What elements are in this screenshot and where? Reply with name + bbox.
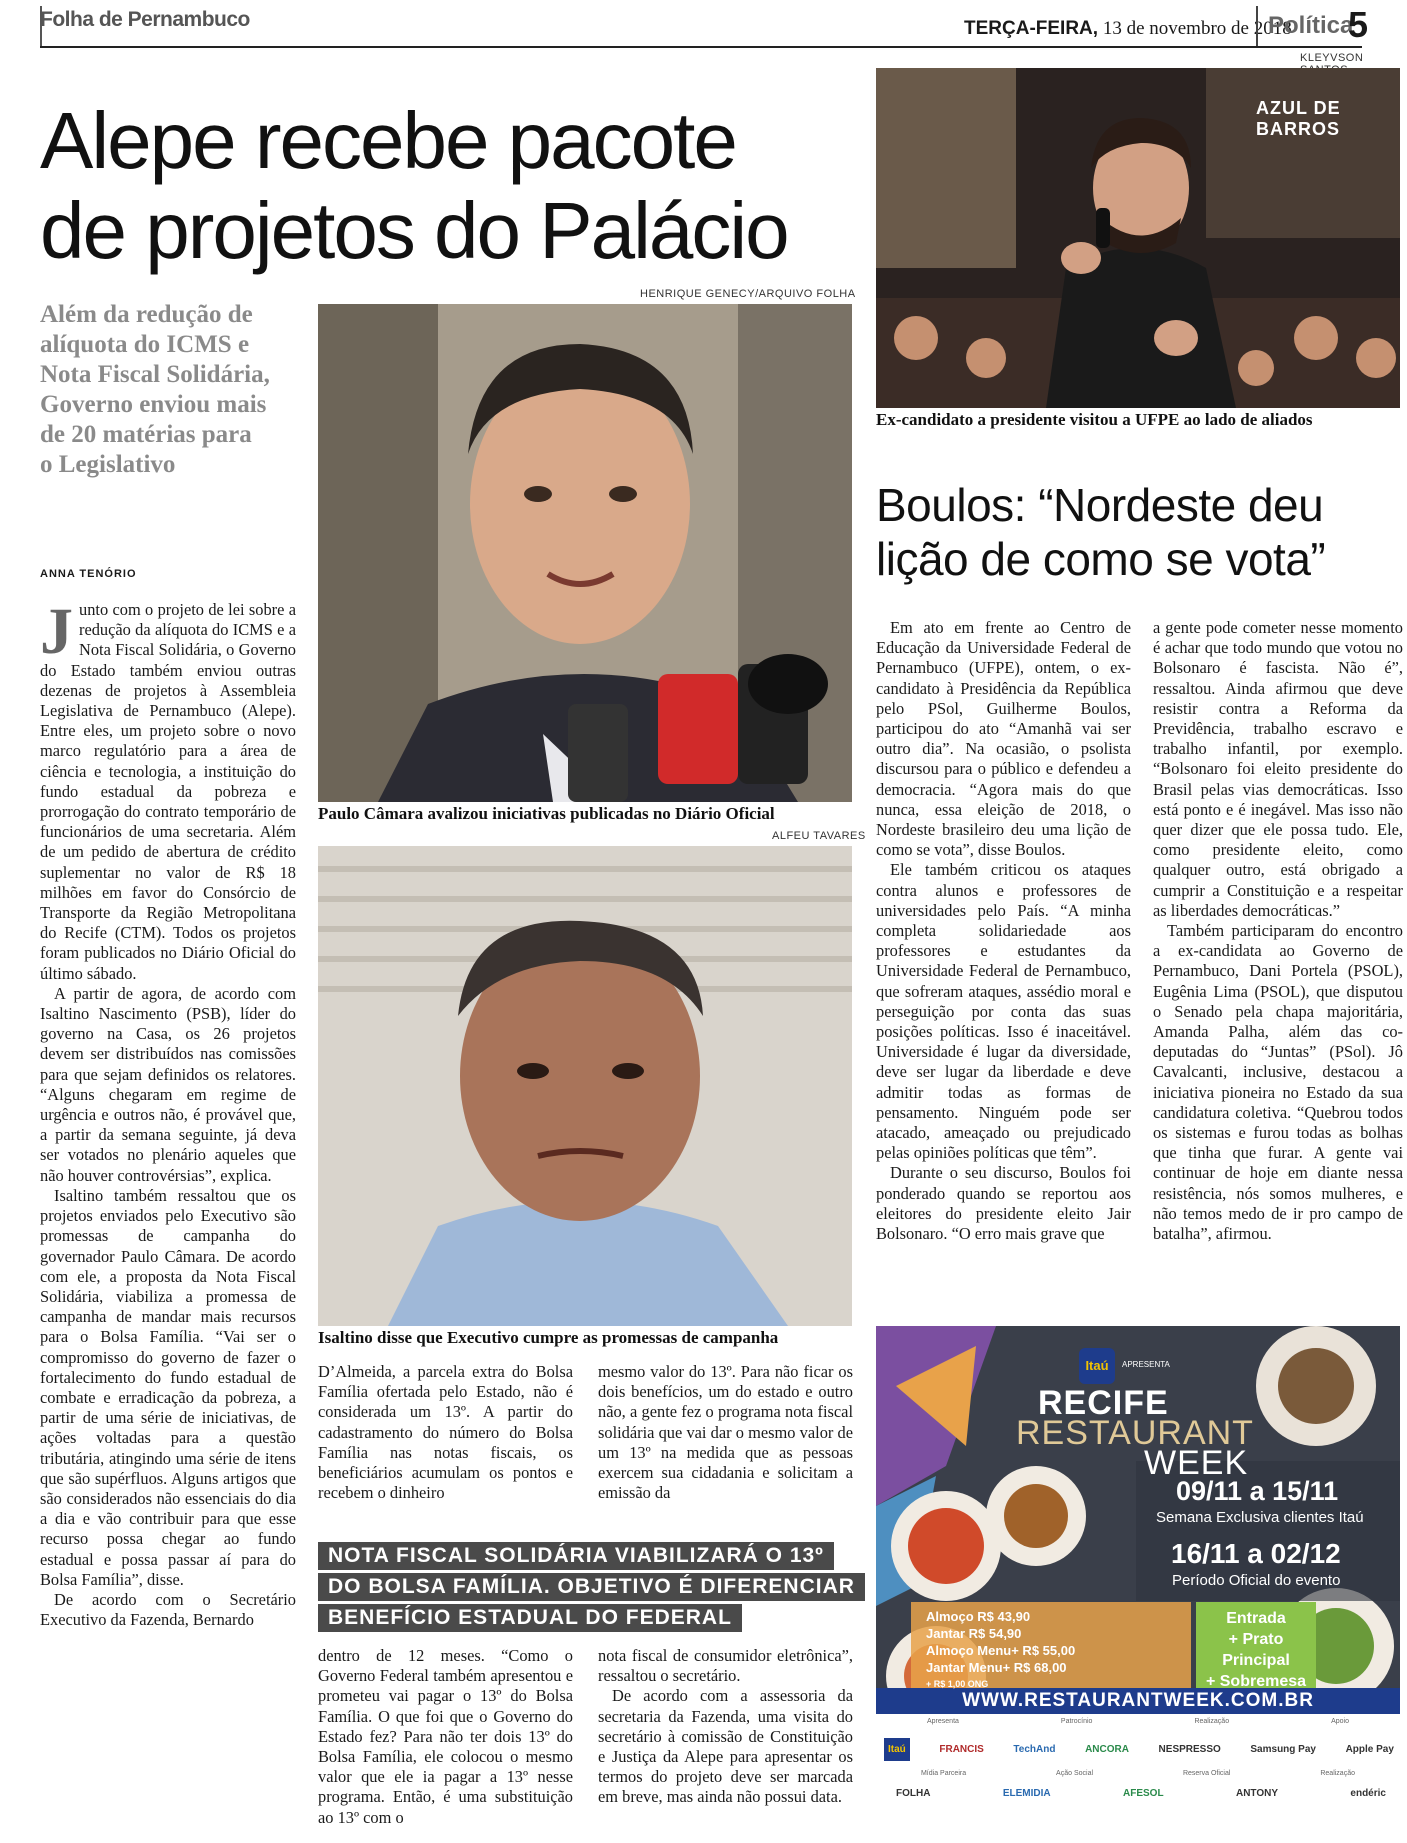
boulos-col2-p2: Também participaram do encontro a ex-candidata ao Governo de Pernambuco, Dani Portela (PSOL), Eugênia Lima (PSOL), que disputou o Senado pela chapa majoritária, Amanda Palha, além das co-deputadas do “Juntas” (PSol). Jô Cavalcanti, inclusive, destacou a iniciativa pioneira no Estado da sua candidatura coletiva. “Quebrou todos os sistemas e furou todas as bolhas que tinha que furar. A gente vai continuar de hoje em diante nessa resistência, nós somos mulheres, e não temos medo de ir pro campo de batalha”, afirmou. xyxy=(1153,921,1403,1244)
ad-menu-2: + Prato xyxy=(1228,1631,1284,1648)
main-col3-top-text: mesmo valor do 13º. Para não ficar os dois benefícios, um do estado e outro não, a gente fez o programa nota fiscal solidária que vai dar o mesmo valor de um 13º na medida que as pessoas exercem sua cidadania e solicitam a emissão da xyxy=(598,1362,853,1503)
main-paragraph-1 xyxy=(40,600,296,984)
header-rule xyxy=(40,46,1362,48)
ad-menu-1: Entrada xyxy=(1226,1610,1286,1627)
photo1-credit: HENRIQUE GENECY/ARQUIVO FOLHA xyxy=(640,288,856,300)
pullquote-box xyxy=(318,1542,853,1635)
sponsor-techand-logo: TechAnd xyxy=(1013,1744,1056,1755)
photo1-caption: Paulo Câmara avalizou iniciativas publicadas no Diário Oficial xyxy=(318,804,775,823)
sponsor-nespresso-logo: NESPRESSO xyxy=(1158,1744,1221,1755)
sponsor-label-8: Realização xyxy=(1320,1770,1355,1777)
pullquote-line2: DO BOLSA FAMÍLIA. OBJETIVO É DIFERENCIAR xyxy=(318,1573,865,1601)
main-headline xyxy=(40,96,870,276)
photo-paulo-camara-illustration xyxy=(318,304,852,802)
main-column-2-top xyxy=(318,1362,573,1503)
photo2-caption: Isaltino disse que Executivo cumpre as promessas de campanha xyxy=(318,1328,779,1347)
sponsor-antony-logo: ANTONY xyxy=(1235,1788,1279,1799)
boulos-photo-sign: AZUL DE BARROS xyxy=(1256,98,1341,139)
sponsor-enderic-logo: endéric xyxy=(1350,1788,1386,1799)
photo2-credit: ALFEU TAVARES xyxy=(772,830,866,842)
ad-url-link[interactable]: WWW.RESTAURANTWEEK.COM.BR xyxy=(962,1690,1314,1711)
sponsor-label-1: Apresenta xyxy=(927,1718,959,1725)
ad-title-week: WEEK xyxy=(1144,1444,1249,1482)
main-paragraph-4: De acordo com o Secretário Executivo da Fazenda, Bernardo xyxy=(40,1589,296,1630)
sponsor-elemidia-logo: ELEMIDIA xyxy=(1002,1788,1051,1799)
boulos-col1-p3: Durante o seu discurso, Boulos foi ponderado quando se reportou aos eleitores do presidente eleito Jair Bolsonaro. “O erro mais grave que xyxy=(876,1163,1131,1244)
boulos-column-1 xyxy=(876,618,1131,1244)
page-number: 5 xyxy=(1348,4,1369,45)
ad-menu-3: Principal xyxy=(1222,1652,1290,1669)
sponsor-label-7: Reserva Oficial xyxy=(1182,1770,1231,1777)
ad-dates-1-sub: Semana Exclusiva clientes Itaú xyxy=(1156,1509,1364,1526)
ad-title-recife: RECIFE xyxy=(1038,1384,1169,1422)
ad-dates-2: 16/11 a 02/12 xyxy=(1171,1538,1341,1569)
ad-price-1: Almoço R$ 43,90 xyxy=(926,1609,1031,1624)
main-col3-bottom-p1: nota fiscal de consumidor eletrônica”, ressaltou o secretário. xyxy=(598,1646,853,1686)
ad-price-5: + R$ 1,00 ONG xyxy=(926,1679,989,1689)
section-name: Política xyxy=(1256,6,1336,46)
sponsor-samsungpay-logo: Samsung Pay xyxy=(1250,1744,1316,1755)
ad-price-3: Almoço Menu+ R$ 55,00 xyxy=(926,1643,1076,1658)
boulos-col1-p2: Ele também criticou os ataques contra alunos e professores de universidades pelo País. “A minha completa solidariedade aos professores e estudantes da Universidade Federal de Pernambuco, que sofreram ataques, assédio moral e perseguição por conta das suas posições políticas. Isso é inaceitável. Universidade é lugar da diversidade, deve ser lugar da liberdade e deve admitir todas as formas de pensamento. Ninguém pode ser atacado, ameaçado ou prejudicado pelas opiniões políticas que têm”. xyxy=(876,860,1131,1163)
main-headline-line1: Alepe recebe pacote xyxy=(40,96,736,185)
boulos-headline xyxy=(876,478,1396,586)
itau-logo: Itaú xyxy=(1079,1348,1115,1384)
sponsor-folha-logo: FOLHA xyxy=(896,1788,931,1799)
photo-boulos xyxy=(876,68,1400,408)
boulos-caption: Ex-candidato a presidente visitou a UFPE ao lado de aliados xyxy=(876,410,1313,429)
ad-menu xyxy=(1196,1608,1316,1692)
main-column-3-top xyxy=(598,1362,853,1503)
boulos-photo-credit: KLEYVSON xyxy=(1300,52,1364,64)
main-paragraph-1-text: unto com o projeto de lei sobre a redução da alíquota do ICMS e a Nota Fiscal Solidária, o Governo do Estado também enviou outras dezenas de projetos à Assembleia Legislativa de Pernambuco (Alepe). Entre eles, um projeto sobre o novo marco regulatório para a área de ciência e tecnologia, a instituição do fundo estadual da pobreza e prorrogação do contrato temporário de funcionários de uma secretaria. Além de um pedido de abertura de crédito suplementar no valor de R$ 18 milhões em favor do Consórcio de Transporte da Região Metropolitana do Recife (CTM). Todos os projetos foram publicados no Diário Oficial do último sábado. xyxy=(40,600,296,983)
main-col2-top-text: D’Almeida, a parcela extra do Bolsa Família ofertada pelo Estado, não é considerada um 13º. A partir do cadastramento do número do Bolsa Família nas notas fiscais, os beneficiários acumulam os pontos e recebem o dinheiro xyxy=(318,1362,573,1503)
sponsor-applepay-logo: Apple Pay xyxy=(1345,1744,1394,1755)
main-col2-bottom-text: dentro de 12 meses. “Como o Governo Federal também apresentou e prometeu vai pagar o 13º do Bolsa Família. O que foi que o Governo do Estado fez? Para não ter dois 13º do Bolsa Família, ele colocou o mesmo valor que ele ia pagar a 13º nesse programa. Então, é uma substituição ao 13º com o xyxy=(318,1646,573,1827)
main-column-1 xyxy=(40,600,296,1840)
ad-dates-1: 09/11 a 15/11 xyxy=(1176,1476,1339,1506)
main-paragraph-2: A partir de agora, de acordo com Isaltino Nascimento (PSB), líder do governo na Casa, os 26 projetos devem ser distribuídos nas comissões para que sejam definidos os relatores. “Alguns chegaram em regime de urgência e outros não, é provável que, a partir da semana seguinte, já deva ser votados no plenário aqueles que não houver controvérsias”, explica. xyxy=(40,983,296,1185)
sponsor-label-6: Ação Social xyxy=(1056,1770,1094,1777)
ad-price-2: Jantar R$ 54,90 xyxy=(926,1626,1022,1641)
boulos-col1-p1: Em ato em frente ao Centro de Educação da Universidade Federal de Pernambuco (UFPE), ontem, o ex-candidato à Presidência da República pelo PSol, Guilherme Boulos, participou do ato “Amanhã vai ser outro dia”. Na ocasião, o psolista discursou para o público e defendeu a democracia. “Agora mais do que nunca, essa eleição de 2018, o Nordeste brasileiro deu uma lição de como se vota”, disse Boulos. xyxy=(876,618,1131,860)
sponsor-francis-logo: FRANCIS xyxy=(939,1744,984,1755)
ad-price-4: Jantar Menu+ R$ 68,00 xyxy=(926,1660,1067,1675)
boulos-column-2 xyxy=(1153,618,1403,1244)
sponsor-label-5: Mídia Parceira xyxy=(920,1770,967,1777)
sponsor-ancora-logo: ANCORA xyxy=(1085,1744,1129,1755)
main-col3-bottom-p2: De acordo com a assessoria da secretaria da Fazenda, uma visita do secretário à comissão de Constituição e Justiça da Alepe para apresentar os termos do projeto deve ser marcada em breve, mas ainda não possui data. xyxy=(598,1686,853,1807)
ad-sponsors-strip xyxy=(876,1714,1400,1834)
ad-dates-2-sub: Período Oficial do evento xyxy=(1172,1572,1341,1589)
main-column-2-bottom xyxy=(318,1646,573,1828)
boulos-col2-p1: a gente pode cometer nesse momento é achar que todo mundo que votou no Bolsonaro é fascista. Não é”, ressaltou. Ainda afirmou que deve resistir contra a Reforma da Previdência, trabalho escravo e trabalho infantil, por exemplo. “Bolsonaro foi eleito presidente do Brasil pelas vias democráticas. Isso está ponto e é inegável. Mas isso não quer dizer que ele possa tudo. Ele, como presidente eleito, como qualquer outro, está obrigado a cumprir a Constituição e a respeitar as liberdades democráticas.” xyxy=(1153,618,1403,920)
sponsor-logos-row2 xyxy=(896,1788,1386,1799)
issue-date-text: 13 de novembro de 2018 xyxy=(1102,18,1292,39)
ad-prices xyxy=(926,1608,1075,1693)
issue-weekday: TERÇA-FEIRA, xyxy=(964,18,1099,39)
photo-isaltino-illustration xyxy=(318,846,852,1326)
sponsor-afesol-logo: AFESOL xyxy=(1123,1788,1164,1799)
ad-title-restaurant: RESTAURANT xyxy=(1016,1414,1254,1452)
main-headline-line2: de projetos do Palácio xyxy=(40,186,788,275)
byline: ANNA TENÓRIO xyxy=(40,568,137,580)
main-deck: Além da redução de alíquota do ICMS e Nota Fiscal Solidária, Governo enviou mais de 20 matérias para o Legislativo xyxy=(40,301,270,478)
boulos-headline-line1: Boulos: “Nordeste deu xyxy=(876,479,1324,531)
main-column-3-bottom xyxy=(598,1646,853,1808)
newspaper-name: Folha de Pernambuco xyxy=(40,8,250,31)
boulos-headline-line2: lição de como se vota” xyxy=(876,533,1326,585)
sponsor-labels xyxy=(876,1718,1400,1725)
ad-menu-4: + Sobremesa xyxy=(1205,1673,1307,1690)
main-paragraph-3: Isaltino também ressaltou que os projetos enviados pelo Executivo são promessas de campanha do governador Paulo Câmara. De acordo com ele, a proposta da Nota Fiscal Solidária, viabiliza a promessa de campanha de mandar mais recursos para o Bolsa Família. “Vai ser o compromisso do governo de fazer o fortalecimento do fundo estadual de combate e erradicação da pobreza, a partir de uma série de iniciativas, de ações voltadas para a questão tributária, atingindo uma série de itens que são supérfluos. Alguns artigos que são considerados não essenciais do dia a dia e vão contribuir para que esse recurso possa chegar ao fundo estadual e possa passar aí para do Bolsa Família”, disse. xyxy=(40,1185,296,1589)
photo-paulo-camara xyxy=(318,304,852,802)
photo-isaltino xyxy=(318,846,852,1326)
sponsor-labels-row2 xyxy=(876,1770,1400,1777)
restaurant-week-ad[interactable] xyxy=(876,1326,1400,1714)
sponsor-itau-logo: Itaú xyxy=(884,1738,910,1761)
sponsor-label-3: Realização xyxy=(1194,1718,1230,1725)
dropcap: J xyxy=(40,600,73,668)
pullquote-line1: NOTA FISCAL SOLIDÁRIA VIABILIZARÁ O 13º xyxy=(318,1542,834,1570)
pullquote-line3: BENEFÍCIO ESTADUAL DO FEDERAL xyxy=(318,1604,742,1632)
ad-presents: APRESENTA xyxy=(1122,1360,1170,1369)
issue-date xyxy=(964,18,1292,40)
sponsor-label-2: Patrocínio xyxy=(1060,1718,1093,1725)
sponsor-logos-row1 xyxy=(884,1738,1394,1761)
sponsor-label-4: Apoio xyxy=(1331,1718,1349,1725)
